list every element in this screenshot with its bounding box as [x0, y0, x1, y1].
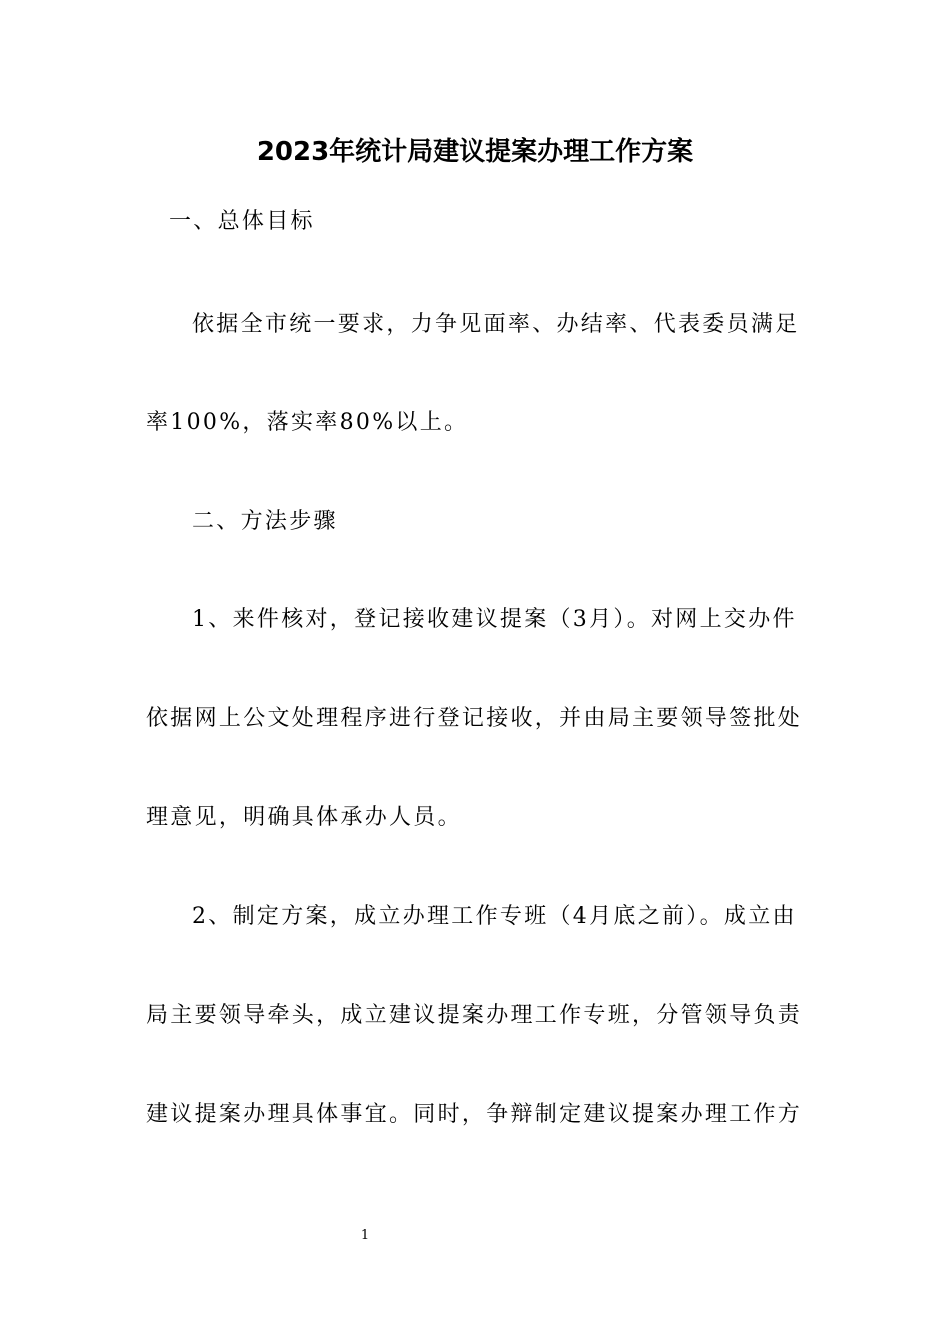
paragraph-line: 建议提案办理具体事宜。同时，争辩制定建议提案办理工作方: [146, 1102, 803, 1127]
paragraph-line: 率100%，落实率80%以上。: [146, 410, 469, 435]
paragraph-line: 1、来件核对，登记接收建议提案（3月）。对网上交办件: [192, 607, 797, 632]
page-number: 1: [360, 1228, 370, 1243]
paragraph-line: 依据网上公文处理程序进行登记接收，并由局主要领导签批处: [146, 706, 803, 731]
document-title: 2023年统计局建议提案办理工作方案: [256, 137, 694, 167]
paragraph-line: 理意见，明确具体承办人员。: [146, 805, 462, 830]
paragraph-line: 依据全市统一要求，力争见面率、办结率、代表委员满足: [192, 312, 800, 337]
paragraph-line: 2、制定方案，成立办理工作专班（4月底之前）。成立由: [192, 904, 797, 929]
section-heading-steps: 二、方法步骤: [192, 509, 338, 534]
paragraph-line: 局主要领导牵头，成立建议提案办理工作专班，分管领导负责: [146, 1003, 803, 1028]
section-heading-goals: 一、总体目标: [169, 209, 315, 234]
